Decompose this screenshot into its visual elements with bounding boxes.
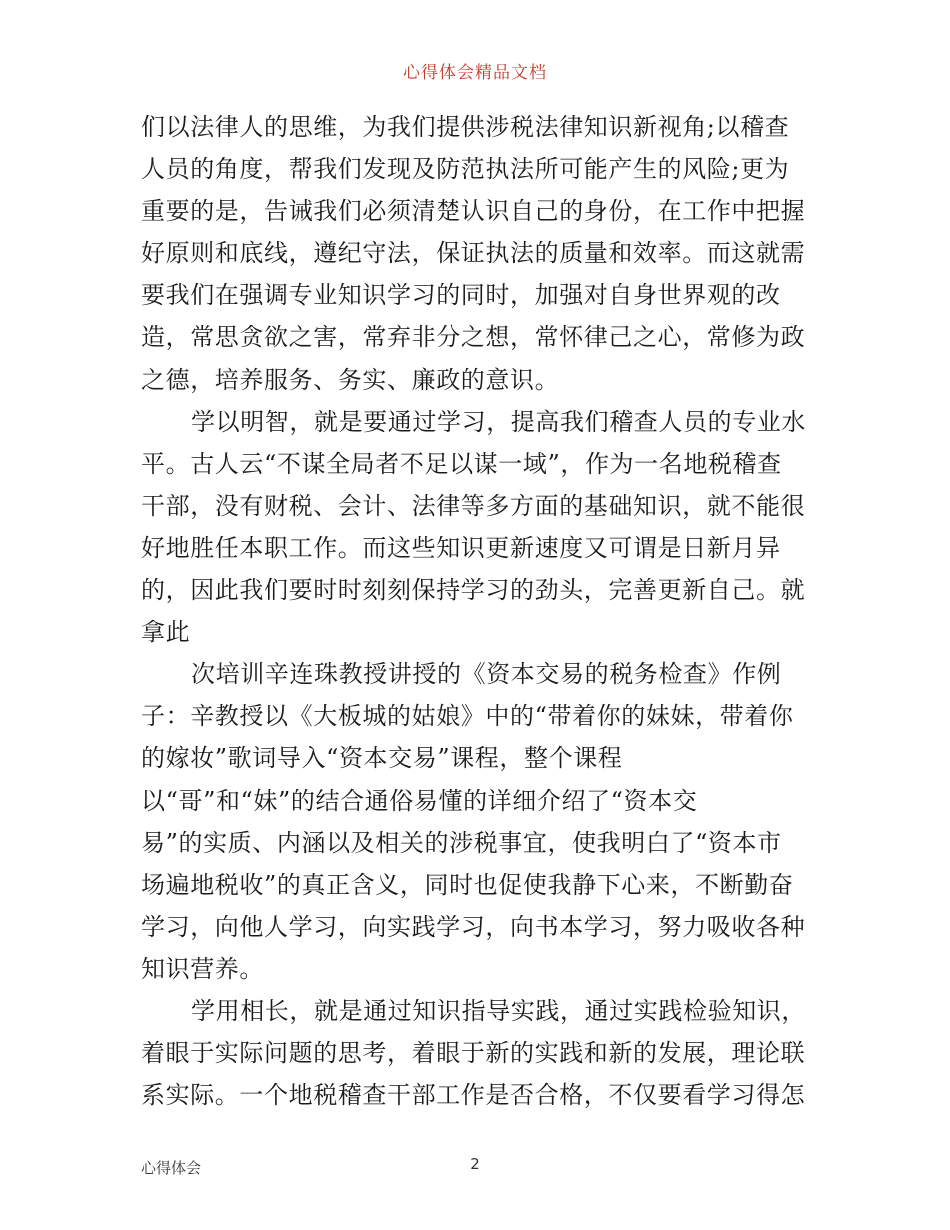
text-line: 拿此: [141, 618, 191, 647]
text-line: 易”的实质、内涵以及相关的涉税事宜，使我明白了“资本市: [141, 828, 782, 857]
text-line: 学习，向他人学习，向实践学习，向书本学习，努力吸收各种: [141, 912, 806, 941]
text-line: 干部，没有财税、会计、法律等多方面的基础知识，就不能很: [141, 491, 806, 520]
document-body: [141, 106, 821, 1116]
text-line: 造，常思贪欲之害，常弃非分之想，常怀律己之心，常修为政: [141, 323, 806, 352]
text-line: 次培训辛连珠教授讲授的《资本交易的税务检查》作例: [191, 660, 782, 689]
text-line: 以“哥”和“妹”的结合通俗易懂的详细介绍了“资本交: [141, 786, 698, 815]
text-line: 着眼于实际问题的思考，着眼于新的实践和新的发展，理论联: [141, 1039, 806, 1068]
text-line: 知识营养。: [141, 954, 264, 983]
text-line: 子：辛教授以《大板城的姑娘》中的“带着你的妹妹，带着你: [141, 702, 794, 731]
text-line: 的，因此我们要时时刻刻保持学习的劲头，完善更新自己。就: [141, 576, 806, 605]
text-line: 之德，培养服务、务实、廉政的意识。: [141, 365, 560, 394]
text-line: 场遍地税收”的真正含义，同时也促使我静下心来，不断勤奋: [141, 870, 794, 899]
text-line: 要我们在强调专业知识学习的同时，加强对自身世界观的改: [141, 281, 781, 310]
text-line: 系实际。一个地税稽查干部工作是否合格，不仅要看学习得怎: [141, 1081, 806, 1110]
footer-label: 心得体会: [141, 1159, 202, 1177]
text-line: 好地胜任本职工作。而这些知识更新速度又可谓是日新月异: [141, 533, 781, 562]
page-number: 2: [470, 1155, 480, 1173]
text-line: 们以法律人的思维，为我们提供涉税法律知识新视角;以稽查: [141, 113, 790, 141]
text-line: 的嫁妆”歌词导入“资本交易”课程，整个课程: [141, 744, 623, 773]
text-line: 学以明智，就是要通过学习，提高我们稽查人员的专业水: [191, 407, 806, 436]
text-line: 人员的角度，帮我们发现及防范执法所可能产生的风险;更为: [141, 155, 790, 184]
text-line: 重要的是，告诫我们必须清楚认识自己的身份，在工作中把握: [141, 197, 806, 226]
text-line: 学用相长，就是通过知识指导实践，通过实践检验知识，: [191, 996, 806, 1025]
document-header-title: 心得体会精品文档: [403, 63, 547, 83]
text-line: 平。古人云“不谋全局者不足以谋一域”，作为一名地税稽查: [141, 449, 782, 478]
text-line: 好原则和底线，遵纪守法，保证执法的质量和效率。而这就需: [141, 239, 806, 268]
